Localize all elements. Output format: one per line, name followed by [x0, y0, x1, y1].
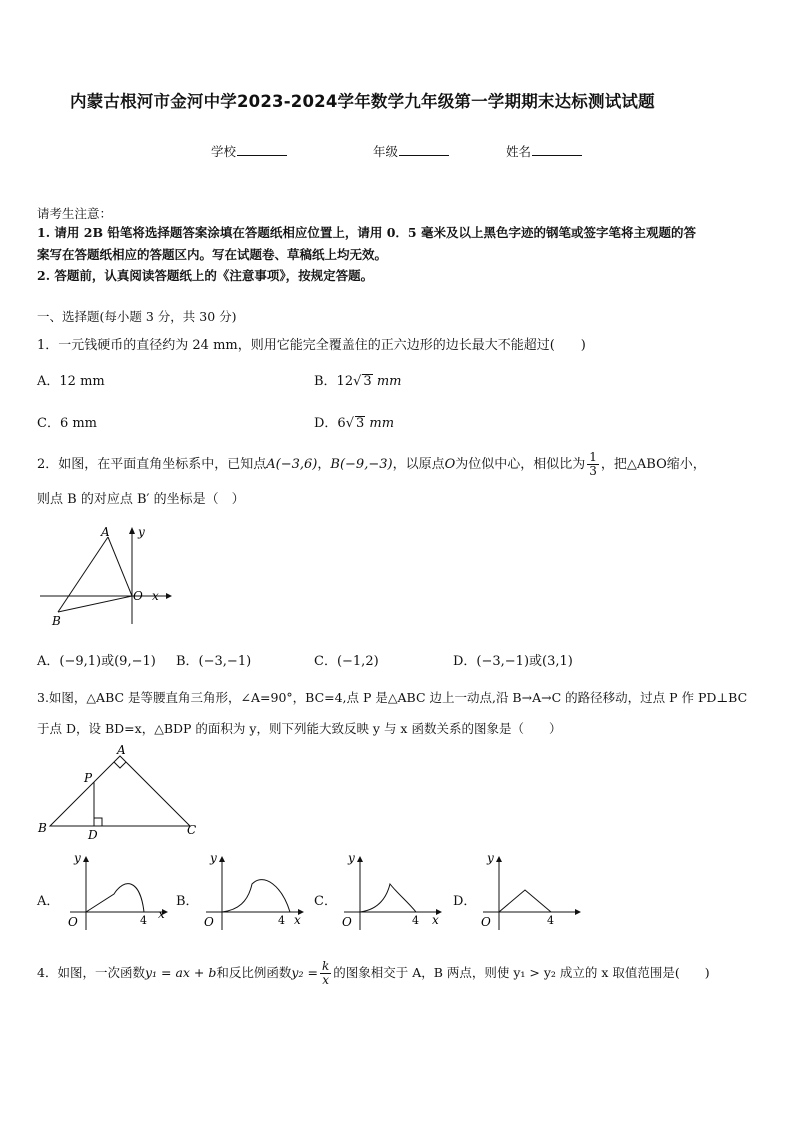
q2-frac-den: 3 [589, 464, 597, 478]
y-arrow [496, 856, 502, 862]
option-b-curve [222, 880, 290, 912]
q2-stem-line2: 则点 B 的对应点 B′ 的坐标是（ ） [37, 492, 245, 507]
q1-option-d[interactable] [314, 412, 394, 431]
tick-4: 4 [278, 914, 285, 927]
q3-stem-line1: 3.如图，△ABC 是等腰直角三角形，∠A=90°，BC=4,点 P 是△ABC 边上一动点,沿 B→A→C 的路径移动，过点 P 作 PD⊥BC [37, 690, 748, 705]
q2-option-a[interactable]: A．(−9,1)或(9,−1) [37, 654, 156, 669]
tick-4: 4 [547, 914, 554, 927]
sqrt-sign: √ [353, 374, 362, 389]
option-c-curve [360, 884, 416, 912]
y-label: y [487, 851, 494, 865]
y-arrow [219, 856, 225, 862]
q3-option-d-label[interactable]: D． [453, 894, 477, 909]
q4-linear-function: y₁ = ax + b [144, 965, 217, 980]
section1-heading: 一、选择题(每小题 3 分，共 30 分) [37, 309, 237, 324]
y-arrow [357, 856, 363, 862]
q2-point-b: B(−9,−3) [330, 457, 393, 472]
q3-triangle-abc [50, 756, 190, 826]
school-field[interactable] [211, 142, 287, 160]
origin-label: O [481, 915, 491, 929]
school-label: 学校 [211, 144, 237, 159]
q2-option-c[interactable]: C．(−1,2) [314, 654, 379, 669]
q1-d-radicand: 3 [356, 416, 365, 431]
q3-label-p: P [84, 771, 93, 785]
y-label: y [74, 851, 81, 865]
option-a-curve [86, 884, 144, 912]
q4-frac-den: x [322, 973, 329, 987]
q3-option-a-graph[interactable] [62, 850, 172, 935]
q2-option-d[interactable]: D．(−3,−1)或(3,1) [453, 654, 573, 669]
q2-label-b: B [52, 614, 61, 628]
q3-label-b: B [38, 821, 47, 835]
q3-option-b-graph[interactable] [198, 850, 308, 935]
q2-point-a: A(−3,6) [266, 457, 318, 472]
sqrt-sign: √ [345, 416, 354, 431]
q1-d-coef: D．6 [314, 416, 346, 431]
q4-fraction [320, 960, 331, 987]
notice-item1-line2: 案写在答题纸相应的答题区内。写在试题卷、草稿纸上均无效。 [37, 247, 388, 262]
q2-text-3: 为位似中心，相似比为 [455, 457, 586, 472]
q4-inverse-function: y₂ = [291, 965, 318, 980]
q3-stem-line2: 于点 D，设 BD=x，△BDP 的面积为 y，则下列能大致反映 y 与 x 函数关系的图象是（ ） [37, 721, 562, 736]
q4-text-2: 和反比例函数 [216, 965, 292, 980]
name-label: 姓名 [506, 144, 532, 159]
q4-frac-num: k [321, 959, 330, 973]
y-label: y [210, 851, 217, 865]
q3-label-d: D [88, 828, 98, 842]
x-arrow [575, 909, 581, 915]
q2-sep: ， [317, 457, 331, 472]
x-label: x [294, 913, 301, 927]
school-blank[interactable] [237, 143, 287, 156]
origin-label: O [68, 915, 78, 929]
x-label: x [432, 913, 439, 927]
q2-y-arrow [129, 527, 135, 534]
notice-item2: 2. 答题前，认真阅读答题纸上的《注意事项》，按规定答题。 [37, 268, 374, 283]
q3-triangle-figure [34, 742, 204, 842]
q4-text-1: 4．如图，一次函数 [37, 965, 145, 980]
grade-blank[interactable] [399, 143, 449, 156]
q2-text-4: ，把△ABO缩小， [600, 457, 706, 472]
q2-stem-line1 [37, 451, 706, 478]
q1-b-coef: B．12 [314, 374, 354, 389]
q2-origin: O [444, 457, 456, 472]
origin-label: O [342, 915, 352, 929]
grade-label: 年级 [373, 144, 399, 159]
q4-stem [37, 960, 710, 987]
option-d-curve [499, 890, 551, 912]
q1-b-radicand: 3 [363, 374, 372, 389]
q2-option-b[interactable]: B．(−3,−1) [176, 654, 252, 669]
q3-option-b-label[interactable]: B． [176, 894, 199, 909]
grade-field[interactable] [373, 142, 449, 160]
name-field[interactable] [506, 142, 582, 160]
notice-item1-line1: 1. 请用 2B 铅笔将选择题答案涂填在答题纸相应位置上，请用 0．5 毫米及以上黑色字迹的钢笔或签字笔将主观题的答 [37, 225, 696, 240]
q1-option-b[interactable] [314, 370, 401, 389]
q2-segment-bo [58, 596, 132, 612]
tick-4: 4 [140, 914, 147, 927]
q3-label-c: C [187, 823, 197, 837]
q2-label-o: O [133, 589, 143, 603]
q2-label-x: x [152, 589, 159, 603]
q3-option-a-label[interactable]: A． [37, 894, 60, 909]
q1-d-unit: mm [365, 416, 395, 431]
q2-x-arrow [166, 593, 172, 599]
y-arrow [83, 856, 89, 862]
q2-label-a: A [101, 525, 110, 539]
q2-label-y: y [138, 525, 145, 539]
q2-figure [38, 520, 178, 630]
q2-text-1: 2．如图，在平面直角坐标系中，已知点 [37, 457, 267, 472]
q2-frac-num: 1 [589, 450, 597, 464]
q3-right-angle-d [94, 818, 102, 826]
q3-right-angle-a [114, 762, 126, 768]
origin-label: O [204, 915, 214, 929]
y-label: y [348, 851, 355, 865]
q3-label-a: A [117, 743, 126, 757]
q3-option-c-label[interactable]: C． [314, 894, 337, 909]
notice-heading: 请考生注意： [37, 206, 113, 221]
x-label: x [158, 907, 165, 921]
q4-text-3: 的图象相交于 A，B 两点，则使 y₁ > y₂ 成立的 x 取值范围是( ) [333, 965, 710, 980]
q3-option-d-graph[interactable] [475, 850, 585, 935]
q2-segment-ao [108, 537, 132, 596]
page-title: 内蒙古根河市金河中学2023-2024学年数学九年级第一学期期末达标测试试题 [70, 92, 655, 111]
q1-stem: 1．一元钱硬币的直径约为 24 mm，则用它能完全覆盖住的正六边形的边长最大不能超过( ) [37, 338, 586, 353]
tick-4: 4 [412, 914, 419, 927]
q3-option-c-graph[interactable] [336, 850, 446, 935]
q1-option-c[interactable]: C．6 mm [37, 416, 98, 431]
q2-text-2: ，以原点 [392, 457, 445, 472]
q2-ratio-fraction [587, 451, 599, 478]
q2-segment-ab [58, 537, 108, 612]
name-blank[interactable] [532, 143, 582, 156]
q1-b-unit: mm [372, 374, 402, 389]
q1-option-a[interactable]: A．12 mm [37, 374, 105, 389]
